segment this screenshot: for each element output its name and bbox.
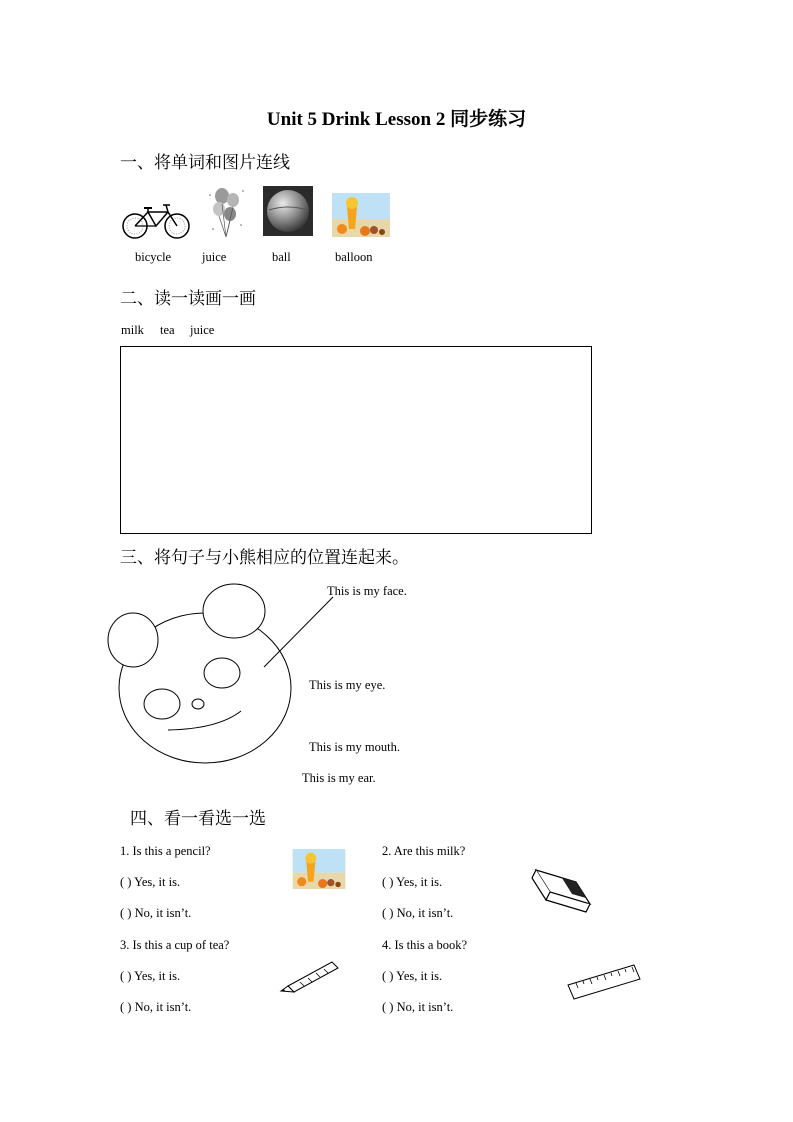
sentence-eye: This is my eye. [309,678,386,692]
sentence-mouth: This is my mouth. [309,740,400,754]
question-2: 2. Are this milk? [382,844,466,858]
pencil-picture [278,958,344,994]
word-juice-draw: juice [190,323,215,337]
balloons-picture [205,185,247,239]
sentence-face: This is my face. [327,584,407,598]
sentence-ear: This is my ear. [302,771,376,785]
juice-picture [332,193,390,237]
question-1-option-no[interactable]: ( ) No, it isn’t. [120,906,192,920]
section2-heading: 二、读一读画一画 [120,289,256,308]
word-ball: ball [272,250,291,264]
page-title: Unit 5 Drink Lesson 2 同步练习 [266,109,527,130]
bicycle-picture [120,200,192,240]
question-1-option-yes[interactable]: ( ) Yes, it is. [120,875,181,889]
question-2-option-yes[interactable]: ( ) Yes, it is. [382,875,443,889]
question-4-option-yes[interactable]: ( ) Yes, it is. [382,969,443,983]
question-1: 1. Is this a pencil? [120,844,211,858]
section4-heading: 四、看一看选一选 [130,809,266,828]
section1-heading: 一、将单词和图片连线 [120,153,290,172]
juice-picture [292,849,346,889]
question-3-option-yes[interactable]: ( ) Yes, it is. [120,969,181,983]
question-2-option-no[interactable]: ( ) No, it isn’t. [382,906,454,920]
question-3-option-no[interactable]: ( ) No, it isn’t. [120,1000,192,1014]
ruler-picture [566,961,642,1003]
ball-picture [263,186,313,236]
word-juice: juice [202,250,227,264]
section3-heading: 三、将句子与小熊相应的位置连起来。 [120,548,409,567]
eraser-picture [528,864,594,918]
word-tea: tea [160,323,175,337]
question-4-option-no[interactable]: ( ) No, it isn’t. [382,1000,454,1014]
question-3: 3. Is this a cup of tea? [120,938,230,952]
drawing-box[interactable] [120,346,592,534]
word-balloon: balloon [335,250,373,264]
question-4: 4. Is this a book? [382,938,468,952]
word-milk: milk [121,323,144,337]
word-bicycle: bicycle [135,250,172,264]
